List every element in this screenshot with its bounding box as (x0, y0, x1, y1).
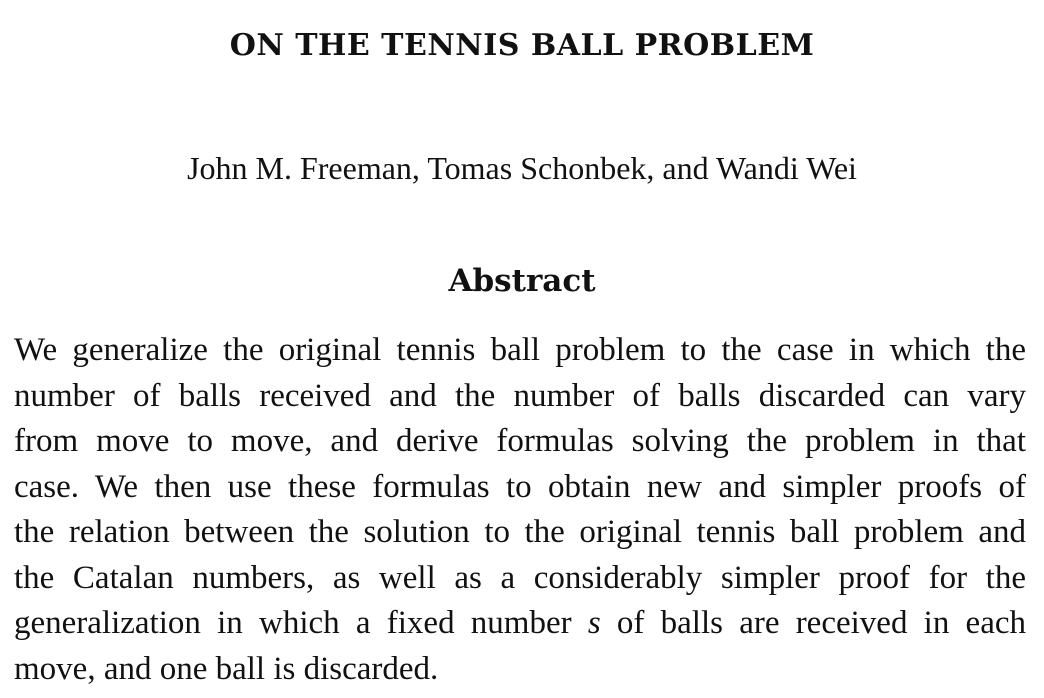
abstract-line-7-start: generalization in which a fixed number (14, 605, 572, 641)
abstract-line-6: the Catalan numbers, as well as a considerably simpler proof for the (14, 559, 1026, 596)
abstract-line-7-end: of balls are received in each (616, 605, 1027, 641)
math-variable-s: s (587, 605, 601, 641)
paper-authors: John M. Freeman, Tomas Schonbek, and Wandi Wei (187, 150, 857, 186)
abstract-line-8: move, and one ball is discarded. (14, 650, 439, 687)
abstract-line-2: number of balls received and the number of balls discarded can vary (14, 377, 1026, 414)
abstract-line-3: from move to move, and derive formulas solving the problem in that (14, 423, 1026, 459)
abstract-body (14, 328, 1026, 692)
abstract-line-4: case. We then use these formulas to obtain new and simpler proofs of (14, 468, 1026, 505)
paper-title: ON THE TENNIS BALL PROBLEM (229, 28, 815, 63)
abstract-line-5: the relation between the solution to the original tennis ball problem and (14, 514, 1026, 550)
abstract-line-1: We generalize the original tennis ball problem to the case in which the (14, 332, 1026, 368)
abstract-line-7 (14, 601, 1026, 647)
abstract-heading: Abstract (448, 263, 596, 299)
